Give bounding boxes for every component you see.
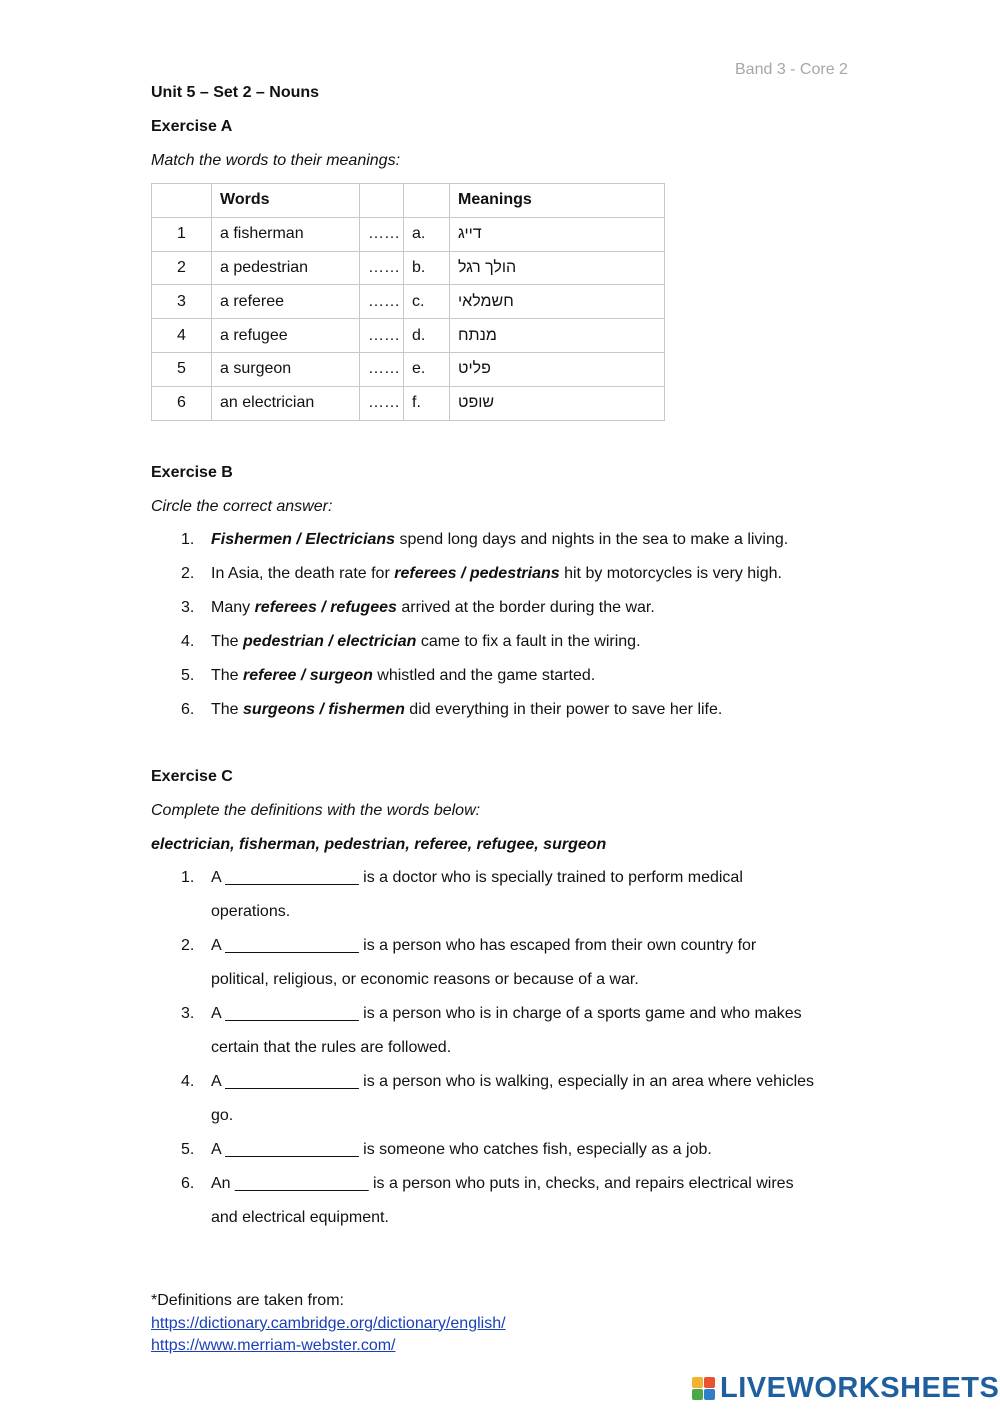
list-item — [151, 929, 871, 997]
exercise-a-heading: Exercise A — [151, 118, 233, 135]
word-cell: a refugee — [212, 319, 360, 353]
meaning-letter: e. — [404, 352, 450, 386]
word-cell: a fisherman — [212, 217, 360, 251]
logo-square — [704, 1389, 715, 1400]
table-row — [152, 386, 665, 420]
list-item — [151, 557, 851, 591]
item-number: 5. — [181, 667, 195, 684]
definition-line: political, religious, or economic reasons or because of a war. — [211, 971, 639, 988]
definition-line[interactable]: A _______________ is someone who catches fish, especially as a job. — [211, 1141, 712, 1158]
logo-square — [704, 1377, 715, 1388]
item-number: 2. — [181, 937, 195, 954]
answer-blank[interactable]: …… — [360, 251, 404, 285]
table-row — [152, 251, 665, 285]
column-header-words: Words — [212, 184, 360, 218]
cambridge-link[interactable]: https://dictionary.cambridge.org/dictionary/english/ — [151, 1314, 506, 1332]
footer-note: *Definitions are taken from: — [151, 1292, 344, 1309]
definition-line: and electrical equipment. — [211, 1209, 389, 1226]
sentence-start: The — [211, 633, 244, 650]
answer-blank[interactable]: …… — [360, 285, 404, 319]
page-title: Unit 5 – Set 2 – Nouns — [151, 84, 320, 101]
meaning-letter: f. — [404, 386, 450, 420]
list-item — [151, 591, 851, 625]
meaning-letter: a. — [404, 217, 450, 251]
merriam-webster-link[interactable]: https://www.merriam-webster.com/ — [151, 1337, 396, 1354]
definition-line: go. — [211, 1107, 234, 1124]
list-item — [151, 997, 871, 1065]
exercise-b-heading: Exercise B — [151, 464, 233, 481]
answer-options[interactable]: referees / refugees — [254, 599, 397, 616]
column-header-meanings: Meanings — [450, 184, 665, 218]
list-item — [151, 1133, 871, 1167]
exercise-c-instruction: Complete the definitions with the words below: — [151, 802, 481, 819]
row-number: 5 — [152, 352, 212, 386]
item-number: 1. — [181, 531, 195, 548]
definition-line[interactable]: A _______________ is a person who is walking, especially in an area where vehicles — [211, 1073, 815, 1090]
meaning-cell: מנתח — [458, 326, 497, 344]
definition-line[interactable]: A _______________ is a person who is in charge of a sports game and who makes — [211, 1005, 802, 1022]
logo-text: LIVEWORKSHEETS — [720, 1372, 1000, 1404]
logo-square — [692, 1389, 703, 1400]
table-row — [152, 352, 665, 386]
footer-sources — [151, 1290, 506, 1358]
sentence-end: spend long days and nights in the sea to make a living. — [395, 531, 789, 548]
item-number: 1. — [181, 869, 195, 886]
exercise-b-list — [151, 523, 851, 727]
word-cell: a surgeon — [212, 352, 360, 386]
answer-options[interactable]: Fishermen / Electricians — [211, 531, 396, 548]
row-number: 6 — [152, 386, 212, 420]
row-number: 3 — [152, 285, 212, 319]
item-number: 4. — [181, 633, 195, 650]
item-number: 4. — [181, 1073, 195, 1090]
row-number: 4 — [152, 319, 212, 353]
item-number: 6. — [181, 1175, 195, 1192]
definition-line[interactable]: A _______________ is a person who has escaped from their own country for — [211, 937, 757, 954]
table-row — [152, 319, 665, 353]
list-item — [151, 1167, 871, 1235]
exercise-c-list — [151, 861, 871, 1235]
meaning-letter: c. — [404, 285, 450, 319]
sentence-end: whistled and the game started. — [372, 667, 596, 684]
item-number: 3. — [181, 599, 195, 616]
liveworksheets-logo — [692, 1372, 999, 1405]
table-row — [152, 285, 665, 319]
row-number: 2 — [152, 251, 212, 285]
item-number: 3. — [181, 1005, 195, 1022]
list-item — [151, 523, 851, 557]
matching-table — [151, 183, 665, 421]
answer-blank[interactable]: …… — [360, 217, 404, 251]
row-number: 1 — [152, 217, 212, 251]
header-band-label: Band 3 - Core 2 — [735, 61, 848, 78]
word-cell: a pedestrian — [212, 251, 360, 285]
table-row — [152, 217, 665, 251]
sentence-end: came to fix a fault in the wiring. — [416, 633, 641, 650]
sentence-start: Many — [211, 599, 255, 616]
list-item — [151, 1065, 871, 1133]
meaning-cell: שופט — [458, 394, 495, 412]
word-cell: an electrician — [212, 386, 360, 420]
sentence-end: arrived at the border during the war. — [396, 599, 655, 616]
meaning-cell: חשמלאי — [458, 292, 514, 310]
word-cell: a referee — [212, 285, 360, 319]
exercise-c-heading: Exercise C — [151, 768, 233, 785]
item-number: 6. — [181, 701, 195, 718]
answer-blank[interactable]: …… — [360, 352, 404, 386]
sentence-start: The — [211, 667, 244, 684]
meaning-letter: b. — [404, 251, 450, 285]
definition-line: certain that the rules are followed. — [211, 1039, 452, 1056]
meaning-cell: דייג — [458, 225, 482, 243]
item-number: 5. — [181, 1141, 195, 1158]
answer-blank[interactable]: …… — [360, 386, 404, 420]
answer-options[interactable]: referees / pedestrians — [394, 565, 560, 582]
logo-mark-icon — [692, 1377, 715, 1400]
sentence-start: In Asia, the death rate for — [211, 565, 395, 582]
definition-line[interactable]: A _______________ is a doctor who is specially trained to perform medical — [211, 869, 743, 886]
meaning-cell: הולך רגל — [458, 258, 517, 276]
list-item — [151, 693, 851, 727]
word-bank: electrician, fisherman, pedestrian, referee, refugee, surgeon — [151, 836, 607, 853]
meaning-cell: פליט — [458, 360, 491, 378]
definition-line: operations. — [211, 903, 291, 920]
answer-blank[interactable]: …… — [360, 319, 404, 353]
answer-options[interactable]: surgeons / fishermen — [243, 701, 405, 718]
answer-options[interactable]: pedestrian / electrician — [243, 633, 417, 650]
exercise-a-instruction: Match the words to their meanings: — [151, 152, 401, 169]
sentence-start: The — [211, 701, 244, 718]
exercise-b-instruction: Circle the correct answer: — [151, 498, 333, 515]
item-number: 2. — [181, 565, 195, 582]
sentence-end: did everything in their power to save her life. — [404, 701, 723, 718]
sentence-end: hit by motorcycles is very high. — [559, 565, 782, 582]
answer-options[interactable]: referee / surgeon — [243, 667, 373, 684]
list-item — [151, 659, 851, 693]
list-item — [151, 625, 851, 659]
meaning-letter: d. — [404, 319, 450, 353]
table-header-row — [152, 184, 665, 218]
list-item — [151, 861, 871, 929]
definition-line[interactable]: An _______________ is a person who puts in, checks, and repairs electrical wires — [211, 1175, 794, 1192]
logo-square — [692, 1377, 703, 1388]
